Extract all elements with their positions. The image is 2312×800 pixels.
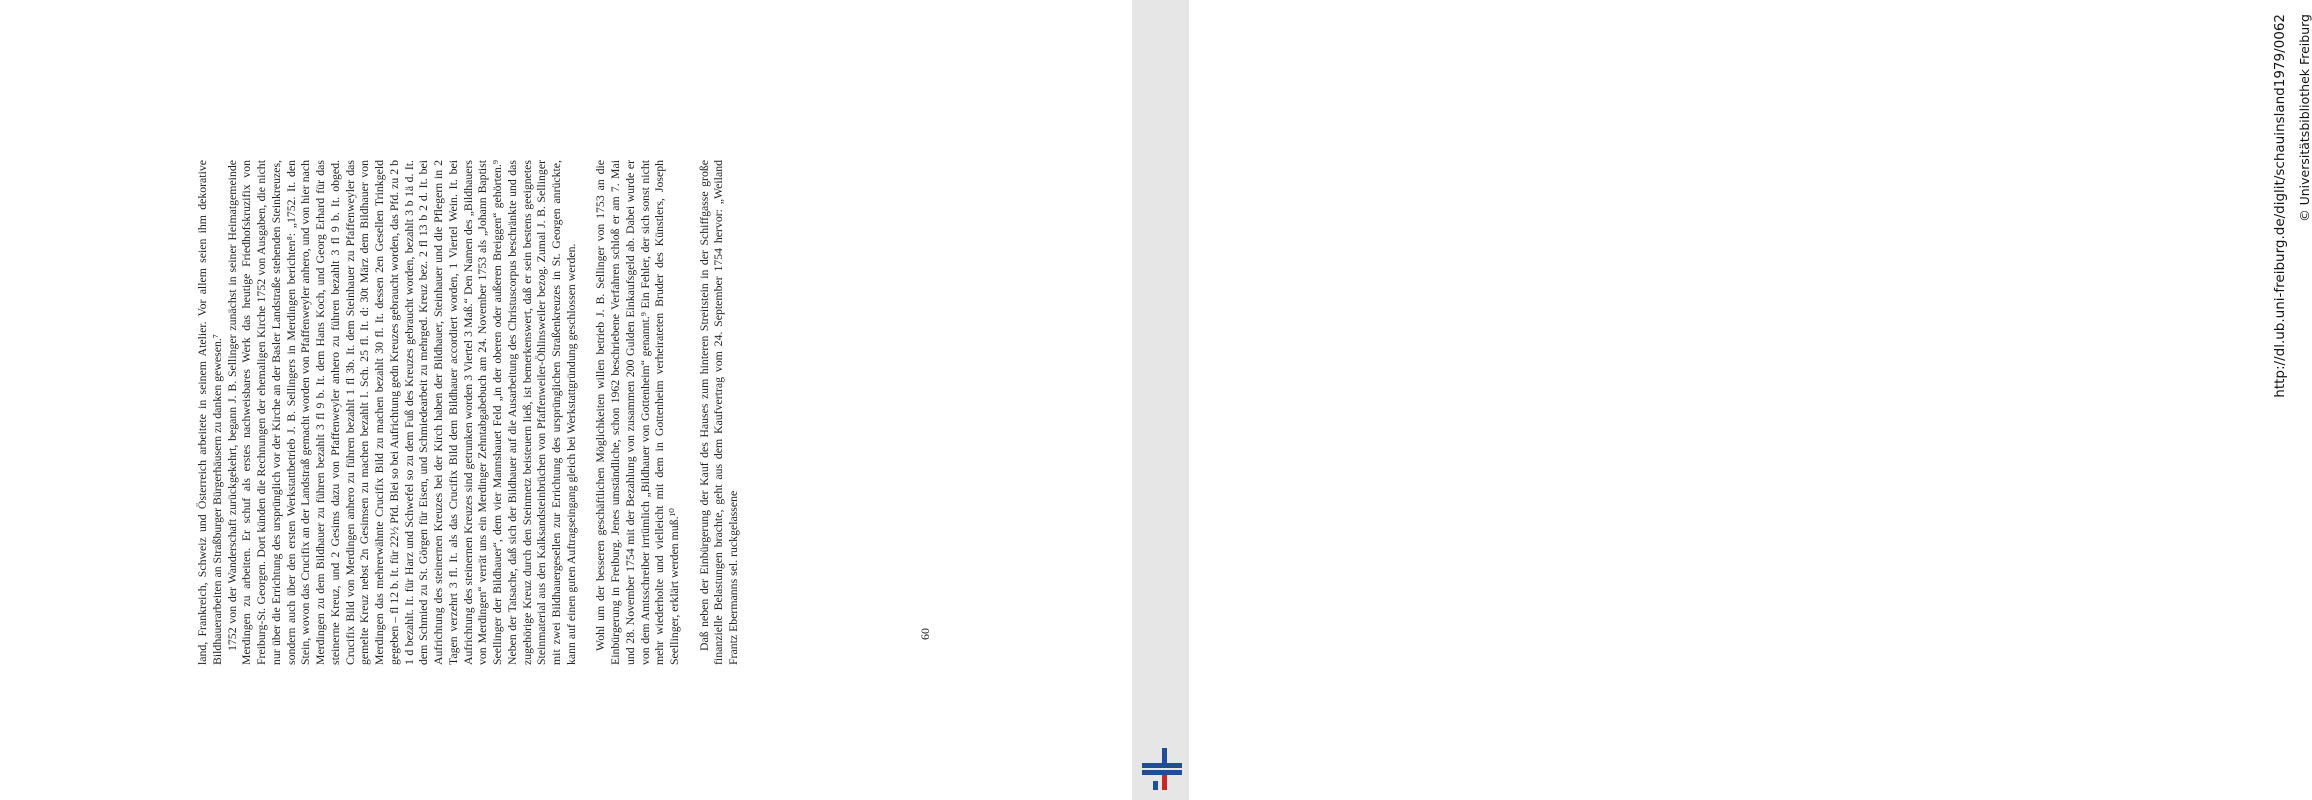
scanned-page (0, 0, 1132, 800)
page-url-link[interactable]: http://dl.ub.uni-freiburg.de/diglit/schauinsland1979/0062 (2272, 14, 2288, 398)
page-number: 60 (918, 628, 932, 640)
copyright-text: © Universitätsbibliothek Freiburg (2297, 14, 2312, 222)
text-block (195, 160, 915, 665)
sidebar (1132, 0, 2312, 800)
paragraph-3: Wohl um der besseren geschäftlichen Möglichkeiten willen betrieb J. B. Sellinger von 1753 an die Einbürgerung in Freiburg. Jenes umständliche, schon 1962 beschriebene Verfahren schloß er am 7. Mai und 28. November 1754 mit der Bezahlung von zusammen 200 Gulden Einkaufsgeld ab. Dabei wurde er von dem Amtsschreiber irrtümlich „Bildhauer von Gottenheim“ genannt.⁹ Ein Fehler, der sich sonst nicht mehr wiederholte und vielleicht mit dem in Gottenheim verheirateten Bruder des Künstlers, Joseph Seellinger, erklärt werden muß.¹⁰ (593, 160, 681, 665)
body-text (195, 160, 915, 665)
paragraph-2: 1752 von der Wanderschaft zurückgekehrt, begann J. B. Sellinger zunächst in seiner Heimatgemeinde Merdingen zu arbeiten. Er schuf als erstes nachweisbares Werk das heutige Friedhofskruzifix von Freiburg-St. Georgen. Dort künden die Rechnungen der ehemaligen Kirche 1752 von Ausgaben, die nicht nur über die Errichtung des ursprünglich vor der Kirche an der Basler Landstraße stehenden Steinkreuzes, sondern auch über den ersten Werkstattbetrieb J. B. Sellingers in Merdingen berichten⁸: „1752. It. den Stein, wovon das Crucifix an der Landstraß gemacht worden von Pfaffenweyler anhero, und von hier nach Merdingen zu dem Bildhauer zu führen bezahlt 3 fl 9 b. It. dem Hans Koch, und Georg Erhard für das steinerne Kreuz, und 2 Gesims dazu von Pfaffenweyler anhero zu führen bezahlt 3 fl 9 b. It. obged. Crucifix Bild von Merdingen anhero zu führen bezahlt 1 fl 3b. It. dem Steinhauer zu Pfaffenweyler das gemelte Kreuz nebst 2n Gesimsen zu machen bezahlt l. Sch. 25 fl. It. d: 30t März dem Bildhauer von Merdingen das mehrerwähnte Crucifix Bild zu machen bezahlt 30 fl. It. dessen 2en Gesellen Trinkgeld gegeben – fl 12 b. It. für 22½ Pfd. Blei so bei Aufrichtung gedn Kreuzes gebraucht worden, das Pfd. zu 2 b 1 d bezahlt. It. für Harz und Schwefel so zu dem Fuß des Kreuzes gebraucht worden, bezahlt 3 b 1ä d. It. dem Schmied zu St. Görgen für Eisen, und Schmiedearbeit zu mehrged. Kreuz bez. 2 fl 13 b 2 d. It. bei Aufrichtung des steinernen Kreuzes bei der Kirch haben der Bildhauer, Steinhauer und die Pflegern in 2 Tagen verzehrt 3 fl. It. als das Crucifix Bild dem Bildhauer accordiert worden, 1 Viertel Wein. It. bei Aufrichtung des steinernen Kreuzes sind getrunken worden 3 Viertel 3 Maß.“ Den Namen des „Bildhauers von Merdingen“ verrät uns ein Merdinger Zehntabgabebuch am 24. November 1753 als „Johann Baptist Seellinger der Bildhauer“, dem vier Mannshauet Feld „in der oberen oder außeren Breiggen“ gehörten.⁹ Neben der Tatsache, daß sich der Bildhauer auf die Ausarbeitung des Christuscorpus beschränkte und das zugehörige Kreuz durch den Steinmetz beisteuern ließ, ist bemerkenswert, daß er sein bestens geeignetes Steinmaterial aus den Kalksandsteinbrüchen von Pfaffenweiler-Öhlinsweiler bezog. Zumal J. B. Sellinger mit zwei Bildhauergesellen zur Errichtung des ursprünglichen Straßenkreuzes in St. Georgen anrückte, kann auf einen guten Auftragseingang gleich bei Werkstattgründung geschlossen werden. (224, 160, 578, 665)
paragraph-4: Daß neben der Einbürgerung der Kauf des Hauses zum hinteren Streitstein in der Schiffgasse große finanzielle Belastungen brachte, geht aus dem Kaufvertrag vom 24. September 1754 hervor: „Weiland Frantz Ebermanns sel. ruckgelassene (696, 160, 740, 665)
paragraph-1: land, Frankreich, Schweiz und Österreich arbeitete in seinem Atelier. Vor allem seien ihm dekorative Bildhauerarbeiten an Straßburger Bürgerhäusern zu danken gewesen.⁷ (195, 160, 224, 665)
university-library-logo-icon (1142, 748, 1182, 790)
